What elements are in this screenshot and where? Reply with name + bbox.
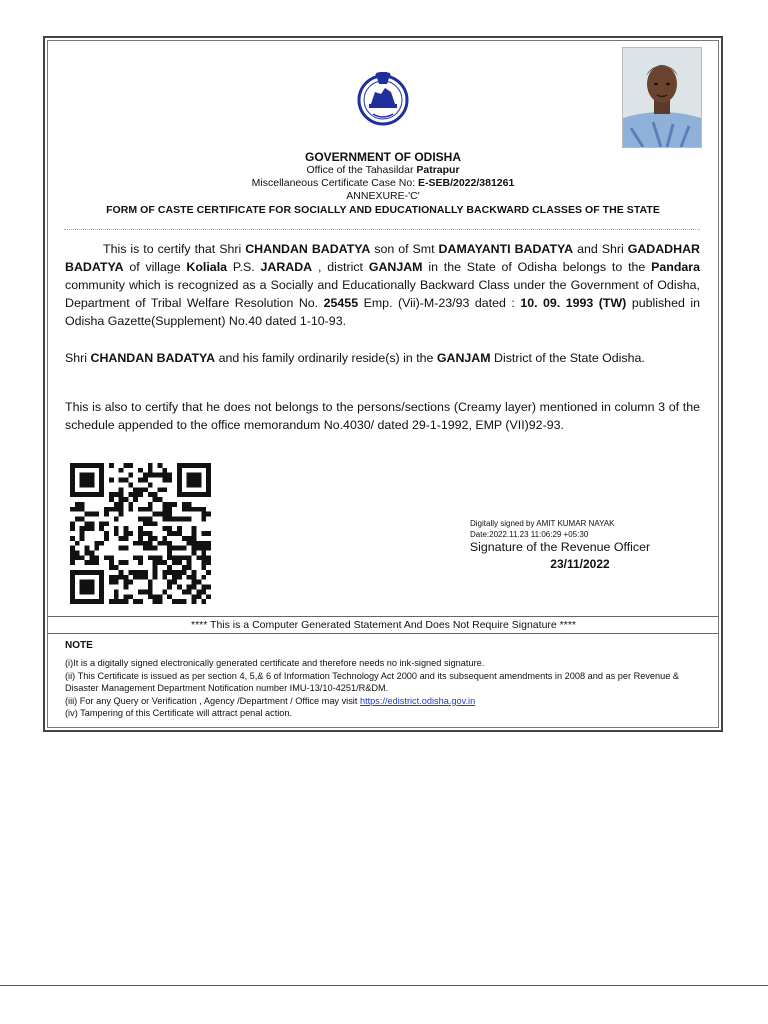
p1-text-8: community which is recognized as a Socially and Educationally Backward Class under the Government of Odisha, Department of Tribal Welfare Resolution No. [65,278,700,310]
digital-signed-date: Date:2022.11.23 11:06:29 +05:30 [470,530,589,539]
note-item-3-text: (iii) For any Query or Verification , Agency /Department / Office may visit [65,695,358,706]
digital-signature-block [470,518,615,540]
village-name: Koliala [186,260,228,274]
note-item-1: (i)It is a digitally signed electronically generated certificate and therefore needs no ink-signed signature. [65,658,485,668]
computer-generated-statement: **** This is a Computer Generated Statement And Does Not Require Signature **** [48,616,719,634]
p2-candidate-name: CHANDAN BADATYA [90,351,216,365]
p2-text-1: Shri [65,351,88,365]
case-number-line [48,177,718,190]
p1-text-9: Emp. (Vii)-M-23/93 dated : [363,296,515,310]
header-divider [64,229,700,230]
mother-name: DAMAYANTI BADATYA [438,242,574,256]
police-station: JARADA [260,260,313,274]
creamy-layer-paragraph: This is also to certify that he does not belongs to the persons/sections (Creamy layer) mentioned in column 3 of the schedule appended to the office memorandum No.4030/ dated 29-1-1992, EMP (VII)92-93. [65,400,700,432]
p1-text-5: P.S. [232,260,255,274]
district-name: GANJAM [368,260,423,274]
p1-text-1: This is to certify that Shri [103,242,242,256]
p1-text-10: published in Odisha Gazette(Supplement) No.40 dated 1-10-93. [65,296,700,328]
form-title: FORM OF CASTE CERTIFICATE FOR SOCIALLY AND EDUCATIONALLY BACKWARD CLASSES OF THE STATE [106,204,660,216]
note-item-3 [65,695,705,708]
page-bottom-rule [0,985,768,986]
note-title: NOTE [65,640,93,651]
note-item-4: (iv) Tampering of this Certificate will attract penal action. [65,708,293,718]
note-item-2: (ii) This Certificate is issued as per section 4, 5,& 6 of Information Technology Act 2000 and its subsequent amendments in 2008 and as per Revenue & Disaster Management Department Notification number IMU-13/10-4251/R&DM. [65,670,680,693]
signature-label: Signature of the Revenue Officer [469,540,651,554]
applicant-photo [622,47,702,148]
case-prefix: Miscellaneous Certificate Case No: [251,177,416,189]
certificate-header [48,148,718,217]
p1-text-3: and Shri [577,242,624,256]
p2-district: GANJAM [436,351,491,365]
office-prefix: Office of the Tahasildar [306,164,414,176]
resolution-number: 25455 [323,296,359,310]
odisha-emblem-icon [351,64,415,128]
case-number: E-SEB/2022/381261 [418,177,515,189]
office-line [48,164,718,177]
government-title: GOVERNMENT OF ODISHA [304,150,461,164]
p1-text-2: son of Smt [374,242,435,256]
candidate-name: CHANDAN BADATYA [245,242,371,256]
p2-text-3: District of the State Odisha. [494,351,645,365]
signature-date: 23/11/2022 [550,557,610,571]
qr-code [70,461,211,606]
digital-signed-by: Digitally signed by AMIT KUMAR NAYAK [470,519,615,528]
office-name: Patrapur [416,164,460,176]
father-name: GADADHAR BADATYA [65,242,700,274]
community-name: Pandara [651,260,701,274]
p2-text-2: and his family ordinarily reside(s) in the [218,351,434,365]
resolution-date: 10. 09. 1993 (TW) [520,296,627,310]
p1-text-4: of village [129,260,181,274]
edistrict-link[interactable]: https://edistrict.odisha.gov.in [359,695,476,706]
residence-paragraph [65,349,700,367]
certification-paragraph [65,240,700,330]
annexure-line: ANNEXURE-'C' [346,190,420,202]
note-section [65,640,705,720]
p1-text-6: , district [317,260,363,274]
p1-text-7: in the State of Odisha belongs to the [428,260,646,274]
